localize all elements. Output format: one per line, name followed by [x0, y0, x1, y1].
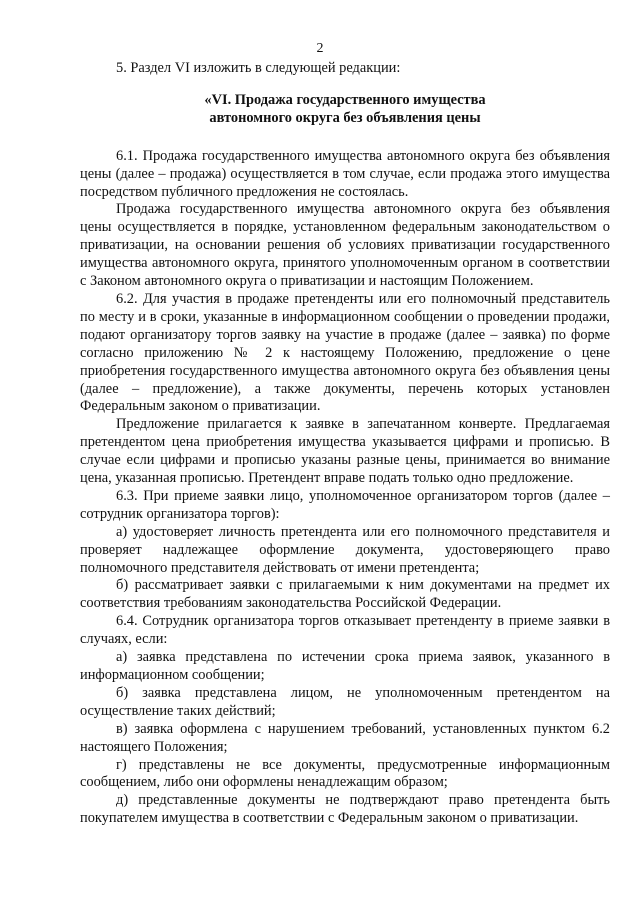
- intro-paragraph: 5. Раздел VI изложить в следующей редакции:: [116, 60, 401, 76]
- paragraph-6-2: 6.2. Для участия в продаже претенденты или его полномочный представитель по месту и в сроки, указанные в информационном сообщении о проведении продажи, подают организатору торгов заявку на участие в продаже (далее – заявка) по форме согласно приложению № 2 к настоящему Положению, предложение о цене приобретения государственного имущества автономного округа без объявления цены (далее – предложение), а также документы, перечень которых установлен Федеральным законом о приватизации.: [80, 290, 610, 415]
- section-title: [80, 92, 610, 128]
- paragraph-6-3: 6.3. При приеме заявки лицо, уполномоченное организатором торгов (далее – сотрудник организатора торгов):: [80, 487, 610, 522]
- paragraph-6-4-g: г) представлены не все документы, предусмотренные информационным сообщением, либо они оформлены ненадлежащим образом;: [80, 756, 610, 791]
- paragraph-6-4: 6.4. Сотрудник организатора торгов отказывает претенденту в приеме заявки в случаях, если:: [80, 613, 610, 648]
- section-title-line-1: «VI. Продажа государственного имущества: [204, 91, 486, 108]
- paragraph-6-4-v: в) заявка оформлена с нарушением требований, установленных пунктом 6.2 настоящего Положения;: [80, 720, 610, 755]
- paragraph-6-4-a: а) заявка представлена по истечении срока приема заявок, указанного в информационном сообщении;: [80, 649, 610, 683]
- paragraph-6-1-cont: Продажа государственного имущества автономного округа без объявления цены осуществляется в порядке, установленном федеральным законодательством о приватизации, на основании решения об условиях приватизации государственного имущества автономного округа, принятого уполномоченным органом в соответствии с Законом автономного округа о приватизации и настоящим Положением.: [80, 201, 610, 290]
- document-body: [80, 60, 610, 828]
- section-title-line-2: автономного округа без объявления цены: [209, 109, 481, 126]
- paragraph-6-4-b: б) заявка представлена лицом, не уполномоченным претендентом на осуществление таких действий;: [80, 684, 610, 719]
- paragraph-6-4-d: д) представленные документы не подтверждают право претендента быть покупателем имущества в соответствии с Федеральным законом о приватизации.: [80, 792, 610, 827]
- paragraph-6-3-b: б) рассматривает заявки с прилагаемыми к ним документами на предмет их соответствия требованиям законодательства Российской Федерации.: [80, 577, 610, 612]
- paragraph-6-2-cont: Предложение прилагается к заявке в запечатанном конверте. Предлагаемая претендентом цена приобретения имущества указывается цифрами и прописью. В случае если цифрами и прописью указаны разные цены, принимается во внимание цена, указанная прописью. Претендент вправе подать только одно предложение.: [80, 416, 610, 487]
- paragraph-6-1: 6.1. Продажа государственного имущества автономного округа без объявления цены (далее – продажа) осуществляется в том случае, если продажа этого имущества посредством публичного предложения не состоялась.: [80, 147, 610, 200]
- paragraph-6-3-a: а) удостоверяет личность претендента или его полномочного представителя и проверяет надлежащее оформление документа, удостоверяющего право полномочного представителя действовать от имени претендента;: [80, 523, 610, 576]
- page-number: 2: [316, 41, 324, 56]
